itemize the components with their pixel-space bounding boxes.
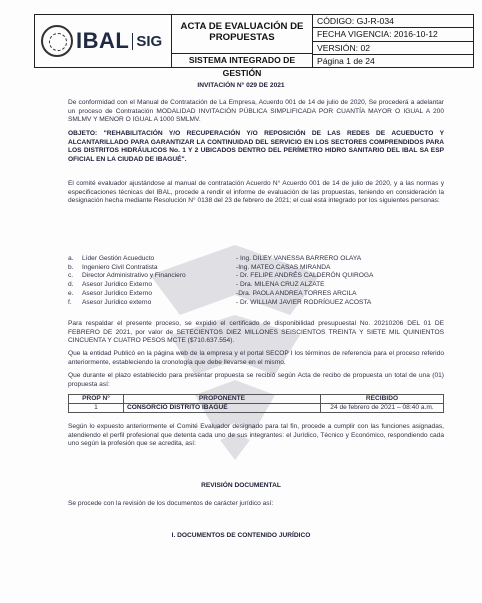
paragraph-committee: El comité evaluador ajustándose al manual de contratación Acuerdo N° Acuerdo 001 de 14 de julio de 2020, y a las normas y especificaciones técnicas del IBAL, procede a rendir el informe de evaluación de las propuestas, teniendo en consideración la designación hecha mediante Resolución N° 0138 del 23 de febrero de 2021; el cual está integrado por los siguientes personas: [68, 180, 444, 205]
doc-page-number: Página 1 de 24 [317, 55, 375, 66]
document-title: ACTA DE EVALUACIÓN DE PROPUESTAS [172, 15, 312, 54]
col-proponent: PROPONENTE [124, 395, 321, 404]
logo-sig-text: SIG [132, 33, 162, 50]
committee-member: f. Asesor Jurídico externo - Dr. WILLIAM JAVIER RODRÍGUEZ ACOSTA [68, 298, 372, 306]
committee-member: e. Asesor Jurídico Externo -Dra. PAOLA ANDREA TORRES ARCILA [68, 289, 357, 297]
paragraph-intro: De conformidad con el Manual de Contratación de La Empresa, Acuerdo 001 de 14 de julio de 2020, Se procederá a adelantar un proceso de Contratación MODALIDAD INVITACIÓN PÚBLICA SIMPLIFICADA POR CUANTÍA MAYOR O IGUAL A 200 SMLMV Y MENOR O IGUAL A 1000 SMLMV. [68, 99, 444, 124]
paragraph-evaluation: Según lo expuesto anteriormente el Comité Evaluador designado para tal fin, procede a cumplir con las funciones asignadas, atendiendo el perfil profesional que detenta cada uno de sus integrantes: el Jurídico, Técnico y Económico, respondiendo cada uno según la profesión que se acredita, así: [68, 423, 444, 448]
logo-ibal-text: IBAL [76, 28, 130, 53]
doc-code: CÓDIGO: GJ-R-034 [313, 15, 473, 28]
seal-icon [41, 25, 73, 57]
paragraph-review: Se procede con la revisión de los documentos de carácter jurídico así: [68, 500, 274, 507]
section-title: REVISIÓN DOCUMENTAL [201, 482, 281, 489]
committee-member: a. Líder Gestión Acueducto - Ing. DILEY VANESSA BARRERO OLAYA [68, 255, 362, 262]
col-received: RECIBIDO [321, 395, 444, 404]
document-header [34, 14, 474, 78]
committee-member: b. Ingeniero Civil Contratista -Ing. MATEO CASAS MIRANDA [68, 263, 331, 271]
system-name: SISTEMA INTEGRADO DE GESTIÓN [188, 55, 296, 78]
committee-list [68, 255, 398, 307]
invitation-title: INVITACIÓN N° 029 DE 2021 [197, 82, 285, 89]
object-statement: OBJETO: "REHABILITACIÓN Y/O RECUPERACIÓN Y/O REPOSICIÓN DE LAS REDES DE ACUEDUCTO Y ALCANTARILLADO PARA GARANTIZAR LA CONTINUIDAD DEL SERVICIO EN LOS SECTORES COMPRENDIDOS PARA LOS DISTRITOS HIDRÁULICOS No. 1 Y 2 UBICADOS DENTRO DEL PERÍMETRO HIDRO SANITARIO DEL IBAL SA ESP OFICIAL EN LA CIUDAD DE IBAGUÉ". [68, 130, 444, 163]
doc-validity: FECHA VIGENCIA: 2016-10-12 [313, 28, 473, 41]
cell-received: 24 de febrero de 2021 – 08:40 a.m. [321, 404, 444, 413]
table-header-row [69, 395, 444, 404]
committee-member: d. Asesor Jurídico Externo - Dra. MILENA CRUZ ALZATE [68, 281, 325, 289]
paragraph-budget: Para respaldar el presente proceso, se expidió el certificado de disponibilidad presupuestal No. 20210206 DEL 01 DE FEBRERO DE 2021, por valor de SETECIENTOS DIEZ MILLONES SEISCIENTOS TREINTA Y SIETE MIL QUINIENTOS CINCUENTA Y CUATRO PESOS MCTE ($710.637.554). [68, 320, 444, 345]
doc-version: VERSIÓN: 02 [313, 42, 473, 55]
paragraph-proposals: Que durante el plazo establecido para presentar propuesta se recibió según Acta de recibo de propuesta un total de una (01) propuesta así: [68, 372, 444, 388]
paragraph-publication: Que la entidad Publicó en la página web de la empresa y el portal SECOP I los términos de referencia para el proceso referido anteriormente, estableciendo la cronología que debe llevarse en el mismo. [68, 350, 444, 366]
table-row [69, 404, 444, 413]
proposals-table [68, 394, 444, 413]
committee-member: c. Director Administrativo y Financiero - Dr. FELIPE ANDRÉS CALDERÓN QUIROGA [68, 272, 374, 280]
subsection-title: I. DOCUMENTOS DE CONTENIDO JURÍDICO [171, 532, 311, 539]
ibal-logo [35, 15, 172, 67]
col-prop-no: PROP N° [69, 395, 124, 404]
cell-prop-no: 1 [69, 404, 124, 413]
cell-proponent: CONSORCIO DISTRITO IBAGUÉ [124, 404, 321, 413]
